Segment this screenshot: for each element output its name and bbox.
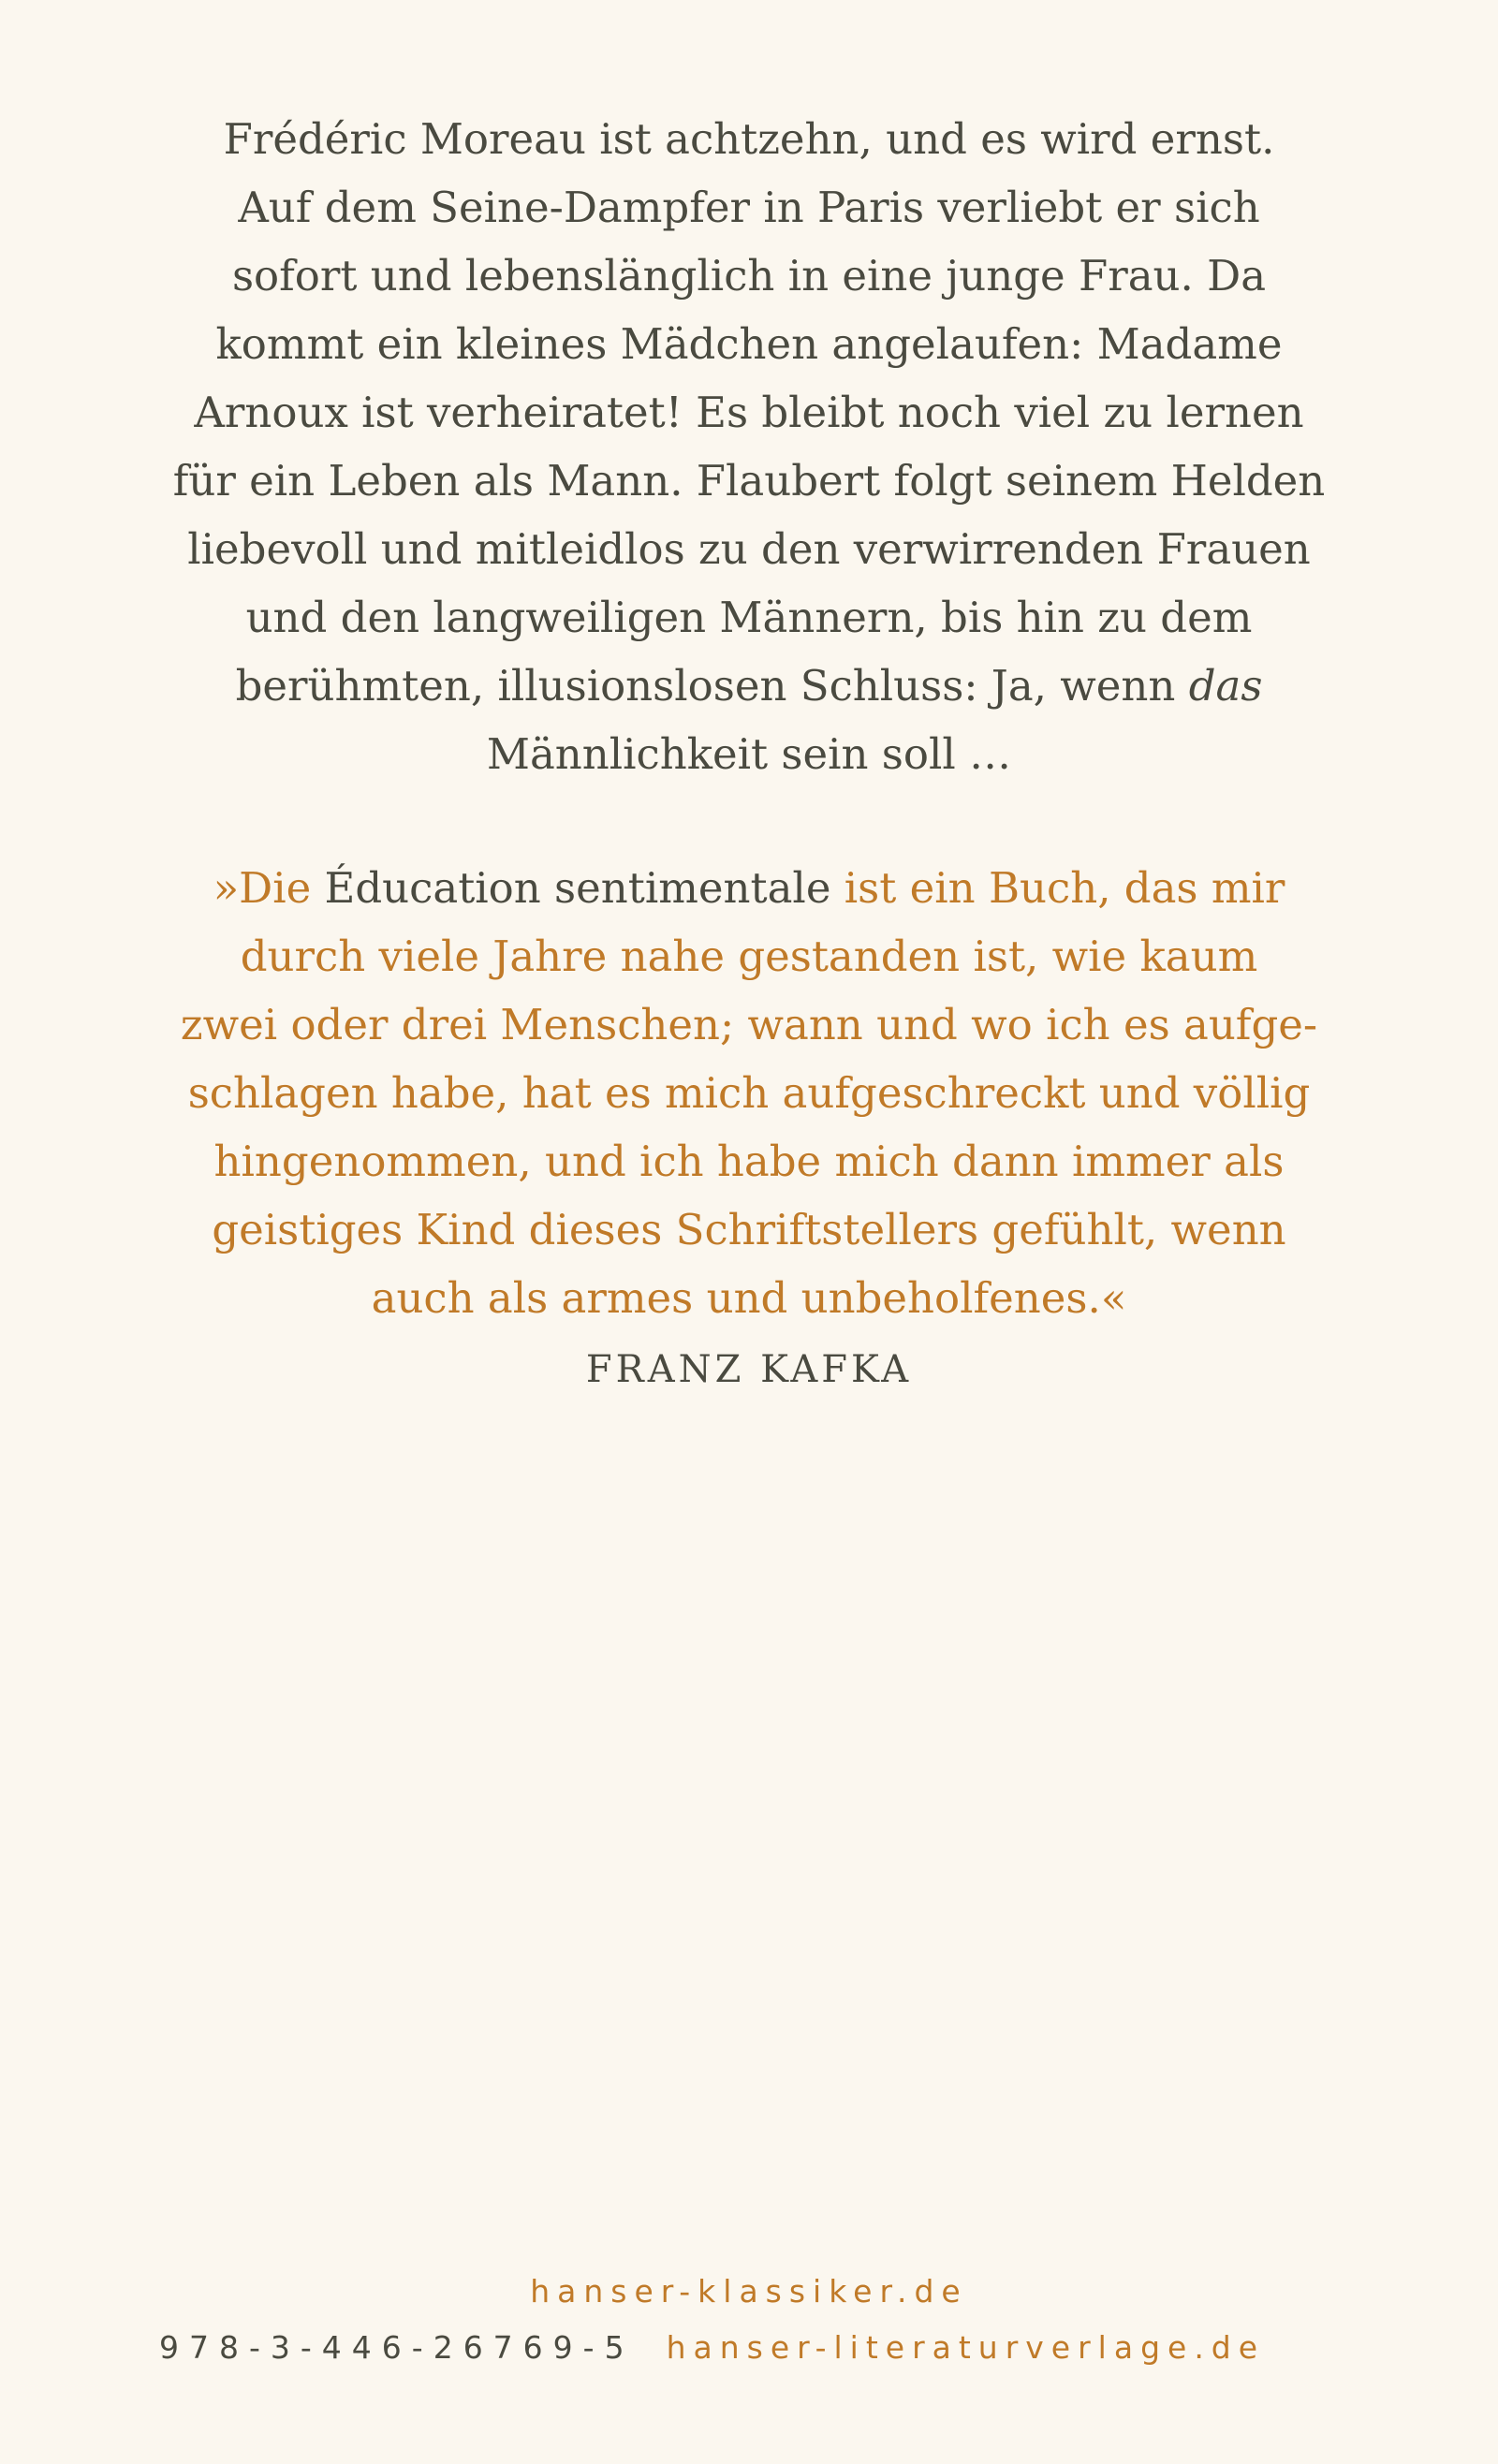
isbn: 978-3-446-26769-5: [159, 2329, 635, 2366]
footer-row: [159, 2327, 1265, 2369]
series-website: hanser-klassiker.de: [530, 2273, 968, 2310]
quote-line: hingenommen, und ich habe mich dann immer als: [213, 1137, 1285, 1186]
quote-text: ist ein Buch, das mir: [830, 863, 1285, 913]
blurb-line: Auf dem Seine-Dampfer in Paris verliebt er sich: [238, 183, 1260, 232]
blurb-line: liebevoll und mitleidlos zu den verwirrenden Frauen: [187, 524, 1311, 574]
blurb-line: und den langweiligen Männern, bis hin zu dem: [245, 593, 1253, 642]
publisher-website: hanser-literaturverlage.de: [666, 2329, 1266, 2366]
quote-line: durch viele Jahre nahe gestanden ist, wie kaum: [240, 931, 1258, 981]
quote-line: schlagen habe, hat es mich aufgeschreckt und völlig: [187, 1068, 1311, 1118]
quote-book-title: Éducation sentimentale: [324, 863, 831, 913]
blurb-line: kommt ein kleines Mädchen angelaufen: Madame: [215, 319, 1283, 369]
blurb-line: Arnoux ist verheiratet! Es bleibt noch viel zu lernen: [194, 388, 1304, 437]
blurb-line: für ein Leben als Mann. Flaubert folgt seinem Helden: [172, 456, 1326, 506]
quote-line: [112, 854, 1386, 922]
blurb-line: Männlichkeit sein soll …: [486, 729, 1012, 779]
quote-line: zwei oder drei Menschen; wann und wo ich es aufge-: [180, 1000, 1318, 1049]
blurb-text: berühmten, illusionslosen Schluss: Ja, wenn: [235, 661, 1189, 711]
blurb-line: sofort und lebenslänglich in eine junge Frau. Da: [231, 251, 1267, 301]
blurb-italic-word: das: [1188, 661, 1263, 711]
kafka-quote: [112, 854, 1386, 1332]
quote-open: »Die: [213, 863, 325, 913]
book-blurb: [112, 105, 1386, 788]
blurb-line: [112, 652, 1386, 720]
quote-line: geistiges Kind dieses Schriftstellers gefühlt, wenn: [212, 1205, 1286, 1254]
quote-line: auch als armes und unbeholfenes.«: [371, 1273, 1127, 1323]
quote-author: FRANZ KAFKA: [585, 1348, 913, 1391]
blurb-line: Frédéric Moreau ist achtzehn, und es wird ernst.: [223, 114, 1275, 164]
